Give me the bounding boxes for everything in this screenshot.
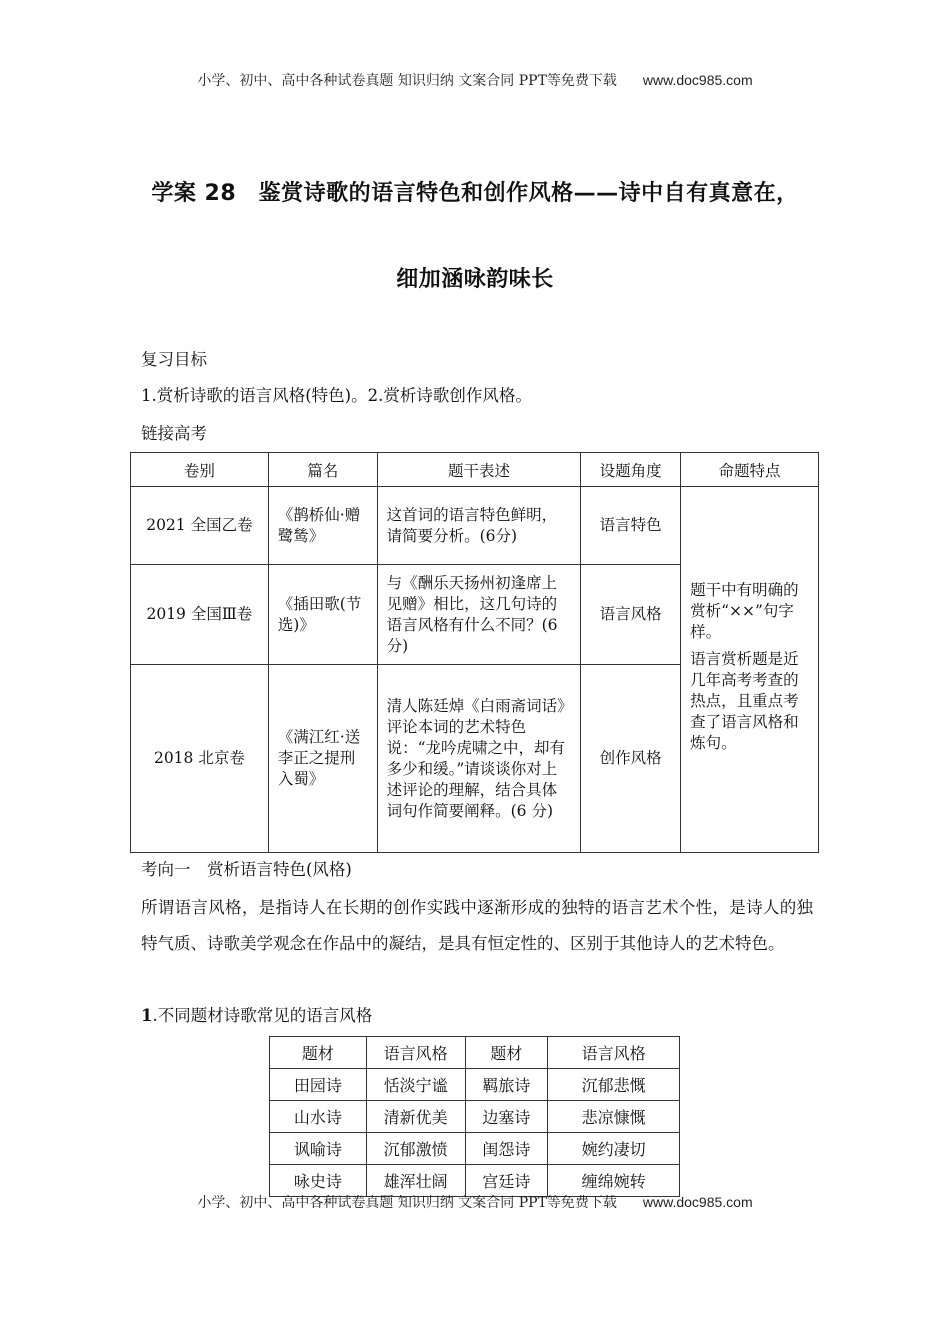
stem-cell: 这首词的语言特色鲜明，请简要分析。(6分) [377, 487, 581, 565]
table-cell: 山水诗 [270, 1101, 367, 1133]
feature-cell [681, 487, 819, 853]
direction-heading: 考向一 赏析语言特色(风格) [141, 860, 352, 879]
table-cell: 清新优美 [366, 1101, 465, 1133]
table-row [270, 1069, 680, 1101]
table-cell: 缠绵婉转 [548, 1165, 680, 1197]
review-heading: 复习目标 [141, 350, 207, 369]
column-header: 命题特点 [681, 453, 819, 487]
column-header: 篇名 [268, 453, 377, 487]
angle-cell: 创作风格 [581, 665, 681, 853]
table-row [131, 487, 819, 565]
review-goals: 1.赏析诗歌的语言风格(特色)。2.赏析诗歌创作风格。 [141, 386, 532, 405]
style-definition-paragraph: 所谓语言风格，是指诗人在长期的创作实践中逐渐形成的独特的语言艺术个性，是诗人的独特气质、诗歌美学观念在作品中的凝结，是具有恒定性的、区别于其他诗人的艺术特色。 [141, 898, 813, 953]
column-header: 卷别 [131, 453, 269, 487]
table-cell: 雄浑壮阔 [366, 1165, 465, 1197]
feature-text-1: 题干中有明确的赏析“××”句字样。 [690, 580, 799, 641]
table-cell: 咏史诗 [270, 1165, 367, 1197]
table-cell: 沉郁悲慨 [548, 1069, 680, 1101]
stem-cell: 与《酬乐天扬州初逢席上见赠》相比，这几句诗的语言风格有什么不同？(6 分) [377, 565, 581, 665]
paper-cell: 2019 全国Ⅲ卷 [131, 565, 269, 665]
table-cell: 悲凉慷慨 [548, 1101, 680, 1133]
table-cell: 婉约凄切 [548, 1133, 680, 1165]
column-header: 语言风格 [548, 1037, 680, 1069]
page-header [0, 70, 950, 90]
paper-cell: 2021 全国乙卷 [131, 487, 269, 565]
footer-url[interactable]: www.doc985.com [642, 1194, 753, 1210]
title-cell: 《鹊桥仙·赠鹭鸶》 [268, 487, 377, 565]
angle-cell: 语言特色 [581, 487, 681, 565]
table-cell: 恬淡宁谧 [366, 1069, 465, 1101]
table-cell: 讽喻诗 [270, 1133, 367, 1165]
table-cell: 宫廷诗 [465, 1165, 548, 1197]
subsection-title: .不同题材诗歌常见的语言风格 [152, 1006, 373, 1025]
table-row [270, 1101, 680, 1133]
exam-link-table [130, 452, 819, 853]
subsection-number: 1 [141, 1006, 153, 1025]
column-header: 设题角度 [581, 453, 681, 487]
footer-text: 小学、初中、高中各种试卷真题 知识归纳 文案合同 PPT等免费下载 [197, 1195, 617, 1211]
table-cell: 闺怨诗 [465, 1133, 548, 1165]
table-cell: 沉郁激愤 [366, 1133, 465, 1165]
header-url[interactable]: www.doc985.com [642, 72, 753, 88]
doc-title-line1: 学案 28 鉴赏诗歌的语言特色和创作风格——诗中自有真意在， [151, 181, 799, 206]
column-header: 题材 [270, 1037, 367, 1069]
doc-title-line2: 细加涵咏韵味长 [396, 267, 554, 292]
table-row [270, 1133, 680, 1165]
column-header: 题干表述 [377, 453, 581, 487]
table-header-row [270, 1037, 680, 1069]
subsection-heading [141, 1002, 372, 1026]
stem-cell: 清人陈廷焯《白雨斋词话》评论本词的艺术特色说：“龙吟虎啸之中，却有多少和缓。”请谈谈你对上述评论的理解，结合具体词句作简要阐释。(6 分) [377, 665, 581, 853]
header-text: 小学、初中、高中各种试卷真题 知识归纳 文案合同 PPT等免费下载 [197, 73, 617, 89]
title-cell: 《插田歌(节选)》 [268, 565, 377, 665]
table-header-row [131, 453, 819, 487]
table-cell: 边塞诗 [465, 1101, 548, 1133]
genre-style-table [269, 1036, 680, 1197]
paper-cell: 2018 北京卷 [131, 665, 269, 853]
page-footer [0, 1192, 950, 1212]
column-header: 语言风格 [366, 1037, 465, 1069]
angle-cell: 语言风格 [581, 565, 681, 665]
column-header: 题材 [465, 1037, 548, 1069]
link-heading: 链接高考 [141, 424, 207, 443]
table-cell: 田园诗 [270, 1069, 367, 1101]
title-cell: 《满江红·送李正之提刑入蜀》 [268, 665, 377, 853]
table-cell: 羁旅诗 [465, 1069, 548, 1101]
feature-text-2: 语言赏析题是近几年高考考查的热点，且重点考查了语言风格和炼句。 [690, 649, 799, 752]
